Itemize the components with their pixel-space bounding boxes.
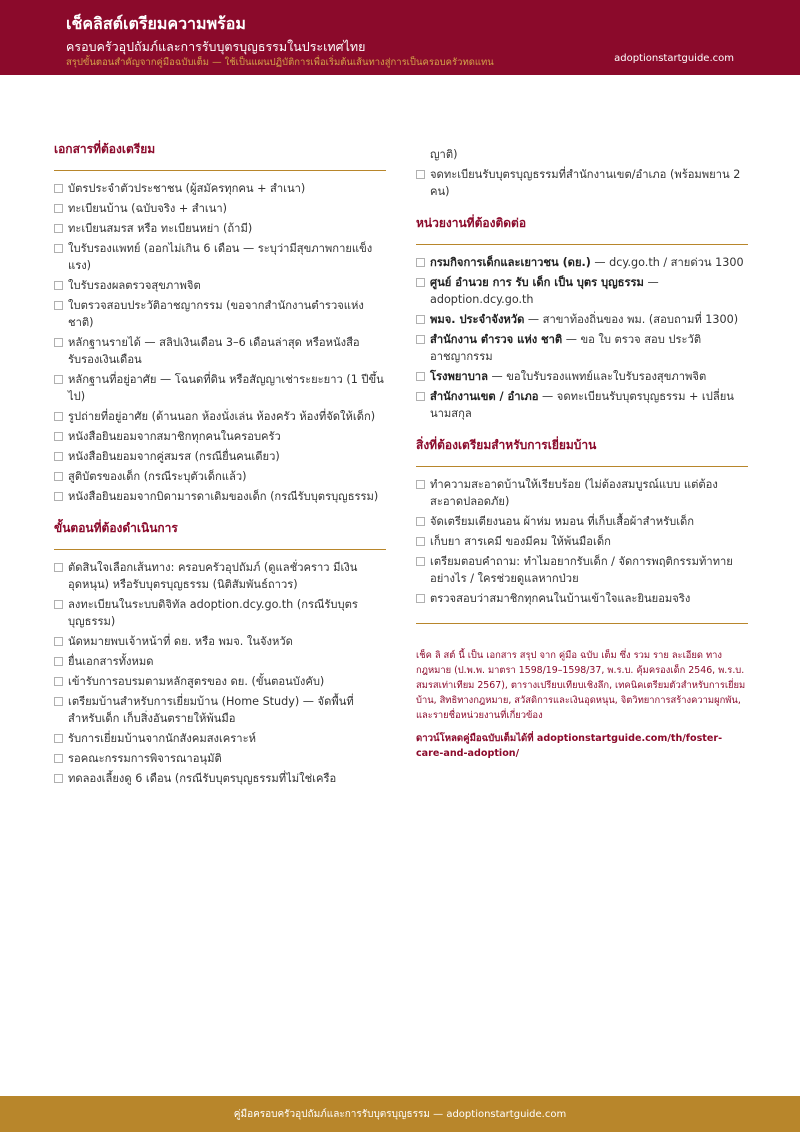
home-visit-item-label: เตรียมตอบคำถาม: ทำไมอยากรับเด็ก / จัดการพฤติกรรมท้าทายอย่างไร / ใครช่วยดูแลหากป่วย	[430, 555, 733, 585]
download-link[interactable]: ดาวน์โหลดคู่มือฉบับเต็มได้ที่ adoptionstartguide.com/th/foster-care-and-adoption/	[416, 733, 723, 759]
home-visit-checklist	[416, 476, 748, 607]
agency-name: สำนักงาน ตำรวจ แห่ง ชาติ	[430, 333, 563, 346]
checkbox-icon[interactable]	[54, 600, 63, 609]
steps-item[interactable]	[54, 653, 386, 670]
steps-item-label: ตัดสินใจเลือกเส้นทาง: ครอบครัวอุปถัมภ์ (ดูแลชั่วคราว มีเงินอุดหนุน) หรือรับบุตรบุญธรรม (นิติสัมพันธ์ถาวร)	[68, 561, 358, 591]
agency-item[interactable]	[416, 274, 748, 308]
checkbox-icon[interactable]	[54, 563, 63, 572]
steps-item[interactable]	[54, 730, 386, 747]
checkbox-icon[interactable]	[416, 258, 425, 267]
checkbox-icon[interactable]	[416, 537, 425, 546]
documents-item[interactable]	[54, 334, 386, 368]
checkbox-icon[interactable]	[54, 244, 63, 253]
home-visit-item[interactable]	[416, 590, 748, 607]
page-title: เช็คลิสต์เตรียมความพร้อม	[66, 14, 246, 33]
steps-checklist	[54, 559, 386, 787]
home-visit-item-label: ตรวจสอบว่าสมาชิกทุกคนในบ้านเข้าใจและยินยอมจริง	[430, 592, 691, 605]
documents-section	[54, 140, 386, 505]
agency-name: โรงพยาบาล	[430, 370, 488, 383]
documents-item[interactable]	[54, 220, 386, 237]
steps-item[interactable]	[54, 750, 386, 767]
documents-item-label: ใบรับรองผลตรวจสุขภาพจิต	[68, 279, 201, 292]
home-visit-item[interactable]	[416, 553, 748, 587]
checkbox-icon[interactable]	[416, 278, 425, 287]
checkbox-icon[interactable]	[54, 204, 63, 213]
checkbox-icon[interactable]	[54, 375, 63, 384]
checkbox-icon[interactable]	[54, 697, 63, 706]
page-tagline: สรุปขั้นตอนสำคัญจากคู่มือฉบับเต็ม — ใช้เป็นแผนปฏิบัติการเพื่อเริ่มต้นเส้นทางสู่การเป็นครอบครัวทดแทน	[66, 57, 494, 68]
agencies-section	[416, 214, 748, 422]
checkbox-icon[interactable]	[416, 170, 425, 179]
steps-item-label: นัดหมายพบเจ้าหน้าที่ ดย. หรือ พมจ. ในจังหวัด	[68, 635, 293, 648]
agency-item[interactable]	[416, 388, 748, 422]
agency-detail: — ขอ ใบ ตรวจ สอบ ประวัติอาชญากรรม	[430, 333, 702, 363]
steps-item[interactable]	[54, 559, 386, 593]
documents-item[interactable]	[54, 277, 386, 294]
agency-name: สำนักงานเขต / อำเภอ	[430, 390, 539, 403]
documents-item[interactable]	[54, 180, 386, 197]
steps-section	[54, 519, 386, 787]
checkbox-icon[interactable]	[54, 224, 63, 233]
steps-item-label: ยื่นเอกสารทั้งหมด	[68, 655, 154, 668]
checkbox-icon[interactable]	[54, 338, 63, 347]
home-visit-item-label: เก็บยา สารเคมี ของมีคม ให้พ้นมือเด็ก	[430, 535, 611, 548]
steps-item-label: รอคณะกรรมการพิจารณาอนุมัติ	[68, 752, 222, 765]
agency-name: กรมกิจการเด็กและเยาวชน (ดย.)	[430, 256, 591, 269]
steps-item-label: เตรียมบ้านสำหรับการเยี่ยมบ้าน (Home Study) — จัดพื้นที่สำหรับเด็ก เก็บสิ่งอันตรายให้พ้นมือ	[68, 695, 354, 725]
documents-heading: เอกสารที่ต้องเตรียม	[54, 140, 386, 171]
documents-checklist	[54, 180, 386, 505]
steps-item[interactable]	[54, 596, 386, 630]
documents-item[interactable]	[54, 297, 386, 331]
steps-item-label: เข้ารับการอบรมตามหลักสูตรของ ดย. (ขั้นตอนบังคับ)	[68, 675, 325, 688]
documents-item-label: สูติบัตรของเด็ก (กรณีระบุตัวเด็กแล้ว)	[68, 470, 247, 483]
steps-item-label: รับการเยี่ยมบ้านจากนักสังคมสงเคราะห์	[68, 732, 256, 745]
checkbox-icon[interactable]	[54, 492, 63, 501]
page-subtitle: ครอบครัวอุปถัมภ์และการรับบุตรบุญธรรมในประเทศไทย	[66, 39, 366, 54]
checkbox-icon[interactable]	[54, 301, 63, 310]
home-visit-item-label: จัดเตรียมเตียงนอน ผ้าห่ม หมอน ที่เก็บเสื้อผ้าสำหรับเด็ก	[430, 515, 695, 528]
checkbox-icon[interactable]	[54, 754, 63, 763]
documents-item-label: หลักฐานที่อยู่อาศัย — โฉนดที่ดิน หรือสัญญาเช่าระยะยาว (1 ปีขึ้นไป)	[68, 373, 384, 403]
checkbox-icon[interactable]	[54, 734, 63, 743]
steps-item[interactable]	[416, 166, 748, 200]
steps-checklist-continued	[416, 166, 748, 200]
checkbox-icon[interactable]	[54, 657, 63, 666]
documents-item-label: บัตรประจำตัวประชาชน (ผู้สมัครทุกคน + สำเนา)	[68, 182, 306, 195]
home-visit-item[interactable]	[416, 513, 748, 530]
documents-item[interactable]	[54, 371, 386, 405]
checkbox-icon[interactable]	[54, 412, 63, 421]
documents-item[interactable]	[54, 468, 386, 485]
documents-item-label: หนังสือยินยอมจากบิดามารดาเดิมของเด็ก (กรณีรับบุตรบุญธรรม)	[68, 490, 379, 503]
agency-item[interactable]	[416, 331, 748, 365]
documents-item-label: หนังสือยินยอมจากคู่สมรส (กรณียื่นคนเดียว)	[68, 450, 280, 463]
checkbox-icon[interactable]	[54, 281, 63, 290]
agency-detail: — ขอใบรับรองแพทย์และใบรับรองสุขภาพจิต	[487, 370, 707, 383]
home-visit-section	[416, 436, 748, 607]
steps-item[interactable]	[54, 633, 386, 650]
checkbox-icon[interactable]	[54, 184, 63, 193]
checkbox-icon[interactable]	[54, 637, 63, 646]
steps-item[interactable]	[54, 770, 386, 787]
documents-item[interactable]	[54, 448, 386, 465]
steps-heading: ขั้นตอนที่ต้องดำเนินการ	[54, 519, 386, 550]
documents-item[interactable]	[54, 200, 386, 217]
documents-item-label: ทะเบียนบ้าน (ฉบับจริง + สำเนา)	[68, 202, 228, 215]
agencies-checklist	[416, 254, 748, 422]
steps-item[interactable]	[54, 693, 386, 727]
steps-item-continuation: ญาติ)	[430, 148, 458, 161]
header-url-link[interactable]: adoptionstartguide.com	[614, 53, 734, 64]
summary-divider	[416, 623, 748, 624]
checkbox-icon[interactable]	[416, 480, 425, 489]
checkbox-icon[interactable]	[416, 594, 425, 603]
steps-item[interactable]	[54, 673, 386, 690]
checkbox-icon[interactable]	[416, 392, 425, 401]
agency-item[interactable]	[416, 368, 748, 385]
agency-item[interactable]	[416, 254, 748, 271]
checkbox-icon[interactable]	[416, 315, 425, 324]
checkbox-icon[interactable]	[54, 452, 63, 461]
documents-item[interactable]	[54, 408, 386, 425]
documents-item-label: รูปถ่ายที่อยู่อาศัย (ด้านนอก ห้องนั่งเล่น ห้องครัว ห้องที่จัดให้เด็ก)	[68, 410, 376, 423]
documents-item-label: ทะเบียนสมรส หรือ ทะเบียนหย่า (ถ้ามี)	[68, 222, 253, 235]
footer-bar	[0, 1096, 800, 1132]
agency-detail: — สาขาท้องถิ่นของ พม. (สอบถามที่ 1300)	[524, 313, 739, 326]
checkbox-icon[interactable]	[54, 472, 63, 481]
checkbox-icon[interactable]	[54, 677, 63, 686]
steps-item-label: จดทะเบียนรับบุตรบุญธรรมที่สำนักงานเขต/อำเภอ (พร้อมพยาน 2 คน)	[430, 168, 741, 198]
home-visit-heading: สิ่งที่ต้องเตรียมสำหรับการเยี่ยมบ้าน	[416, 436, 748, 467]
agency-name: ศูนย์ อำนวย การ รับ เด็ก เป็น บุตร บุญธรรม	[430, 276, 644, 289]
home-visit-item[interactable]	[416, 533, 748, 550]
checkbox-icon[interactable]	[416, 372, 425, 381]
checkbox-icon[interactable]	[416, 517, 425, 526]
documents-item[interactable]	[54, 428, 386, 445]
agency-detail: — adoption.dcy.go.th	[430, 276, 659, 306]
agency-item[interactable]	[416, 311, 748, 328]
documents-item[interactable]	[54, 240, 386, 274]
home-visit-item[interactable]	[416, 476, 748, 510]
documents-item[interactable]	[54, 488, 386, 505]
checkbox-icon[interactable]	[54, 432, 63, 441]
agency-detail: — dcy.go.th / สายด่วน 1300	[590, 256, 744, 269]
steps-item-label: ทดลองเลี้ยงดู 6 เดือน (กรณีรับบุตรบุญธรรมที่ไม่ใช่เครือ	[68, 772, 337, 785]
footer-text: คู่มือครอบครัวอุปถัมภ์และการรับบุตรบุญธรรม — adoptionstartguide.com	[233, 1109, 567, 1120]
checkbox-icon[interactable]	[54, 774, 63, 783]
documents-item-label: ใบตรวจสอบประวัติอาชญากรรม (ขอจากสำนักงานตำรวจแห่งชาติ)	[68, 299, 364, 329]
steps-item-label: ลงทะเบียนในระบบดิจิทัล adoption.dcy.go.th (กรณีรับบุตรบุญธรรม)	[68, 598, 358, 628]
summary-note: เช็ค ลิ สต์ นี้ เป็น เอกสาร สรุป จาก คู่มือ ฉบับ เต็ม ซึ่ง รวม ราย ละเอียด ทางกฎหมาย (ป.พ.พ. มาตรา 1598/19–1598/37, พ.ร.บ. คุ้มครองเด็ก 2546, พ.ร.บ. สมรสเท่าเทียม 2567), ตารางเปรียบเทียบเชิงลึก, เทคนิคเตรียมตัวสำหรับการเยี่ยมบ้าน, สิทธิทางกฎหมาย, สวัสดิการและเงินอุดหนุน, จิตวิทยาการสร้างความผูกพัน, และรายชื่อหน่วยงานที่เกี่ยวข้อง	[416, 650, 746, 721]
agencies-heading: หน่วยงานที่ต้องติดต่อ	[416, 214, 748, 245]
header-banner	[0, 0, 800, 75]
agency-detail: — จดทะเบียนรับบุตรบุญธรรม + เปลี่ยนนามสกุล	[430, 390, 734, 420]
documents-item-label: หนังสือยินยอมจากสมาชิกทุกคนในครอบครัว	[68, 430, 281, 443]
home-visit-item-label: ทำความสะอาดบ้านให้เรียบร้อย (ไม่ต้องสมบูรณ์แบบ แต่ต้องสะอาดปลอดภัย)	[430, 478, 718, 508]
documents-item-label: ใบรับรองแพทย์ (ออกไม่เกิน 6 เดือน — ระบุว่ามีสุขภาพกายแข็งแรง)	[68, 242, 373, 272]
agency-name: พมจ. ประจำจังหวัด	[430, 313, 525, 326]
checkbox-icon[interactable]	[416, 557, 425, 566]
documents-item-label: หลักฐานรายได้ — สลิปเงินเดือน 3–6 เดือนล่าสุด หรือหนังสือรับรองเงินเดือน	[68, 336, 360, 366]
checkbox-icon[interactable]	[416, 335, 425, 344]
left-column	[54, 140, 386, 801]
right-column	[416, 146, 748, 761]
